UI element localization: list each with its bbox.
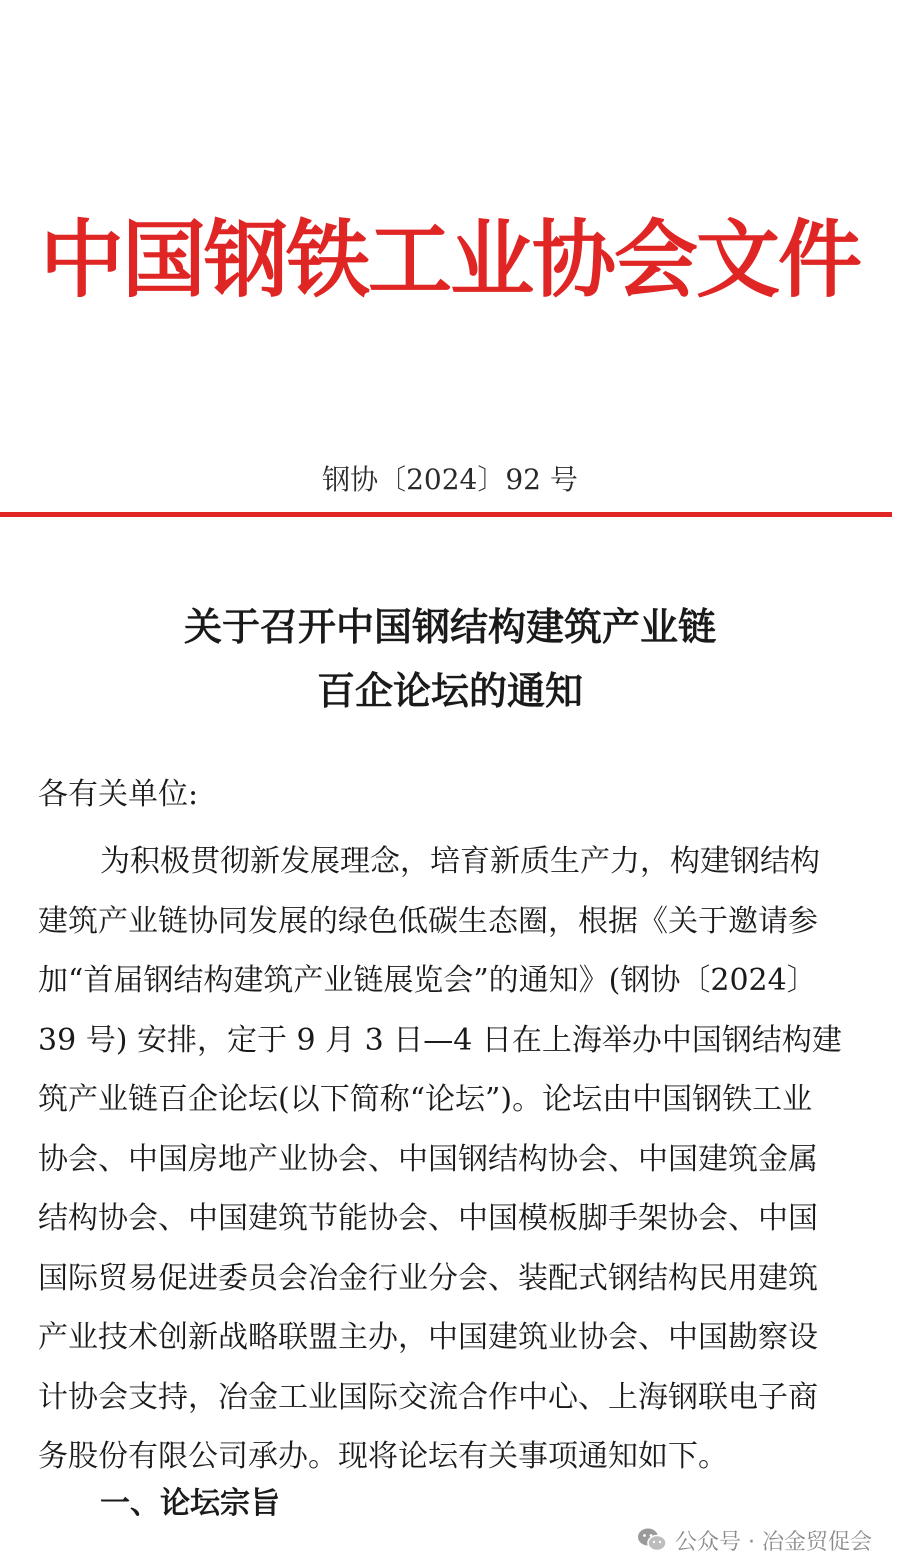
body-line: 筑产业链百企论坛(以下简称“论坛”)。论坛由中国钢铁工业 (38, 1082, 813, 1117)
notice-title-line-1: 关于召开中国钢结构建筑产业链 (183, 604, 716, 649)
wechat-icon (637, 1527, 667, 1553)
body-line: 加“首届钢结构建筑产业链展览会”的通知》(钢协〔2024〕 (38, 963, 817, 998)
body-line: 协会、中国房地产业协会、中国钢结构协会、中国建筑金属 (38, 1141, 818, 1177)
watermark-text: 公众号 · 冶金贸促会 (675, 1529, 872, 1555)
notice-title (0, 595, 900, 723)
body-line: 国际贸易促进委员会冶金行业分会、装配式钢结构民用建筑 (38, 1260, 818, 1296)
notice-title-line-2: 百企论坛的通知 (316, 668, 583, 713)
section-heading: 一、论坛宗旨 (100, 1486, 280, 1521)
body-line: 为积极贯彻新发展理念，培育新质生产力，构建钢结构 (100, 844, 820, 879)
body-line: 结构协会、中国建筑节能协会、中国模板脚手架协会、中国 (38, 1201, 818, 1236)
watermark (637, 1522, 872, 1558)
body-line: 产业技术创新战略联盟主办，中国建筑业协会、中国勘察设 (38, 1320, 818, 1355)
body-line: 计协会支持，冶金工业国际交流合作中心、上海钢联电子商 (38, 1379, 818, 1415)
body-line: 务股份有限公司承办。现将论坛有关事项通知如下。 (38, 1439, 728, 1474)
document-header-title: 中国钢铁工业协会文件 (39, 211, 860, 309)
body-line: 建筑产业链协同发展的绿色低碳生态圈，根据《关于邀请参 (38, 903, 818, 939)
red-divider-line (0, 512, 892, 517)
body-line: 39 号) 安排，定于 9 月 3 日—4 日在上海举办中国钢结构建 (38, 1022, 842, 1058)
salutation: 各有关单位: (38, 777, 199, 812)
body-paragraph (38, 832, 858, 1487)
document-number: 钢协〔2024〕92 号 (322, 463, 578, 496)
